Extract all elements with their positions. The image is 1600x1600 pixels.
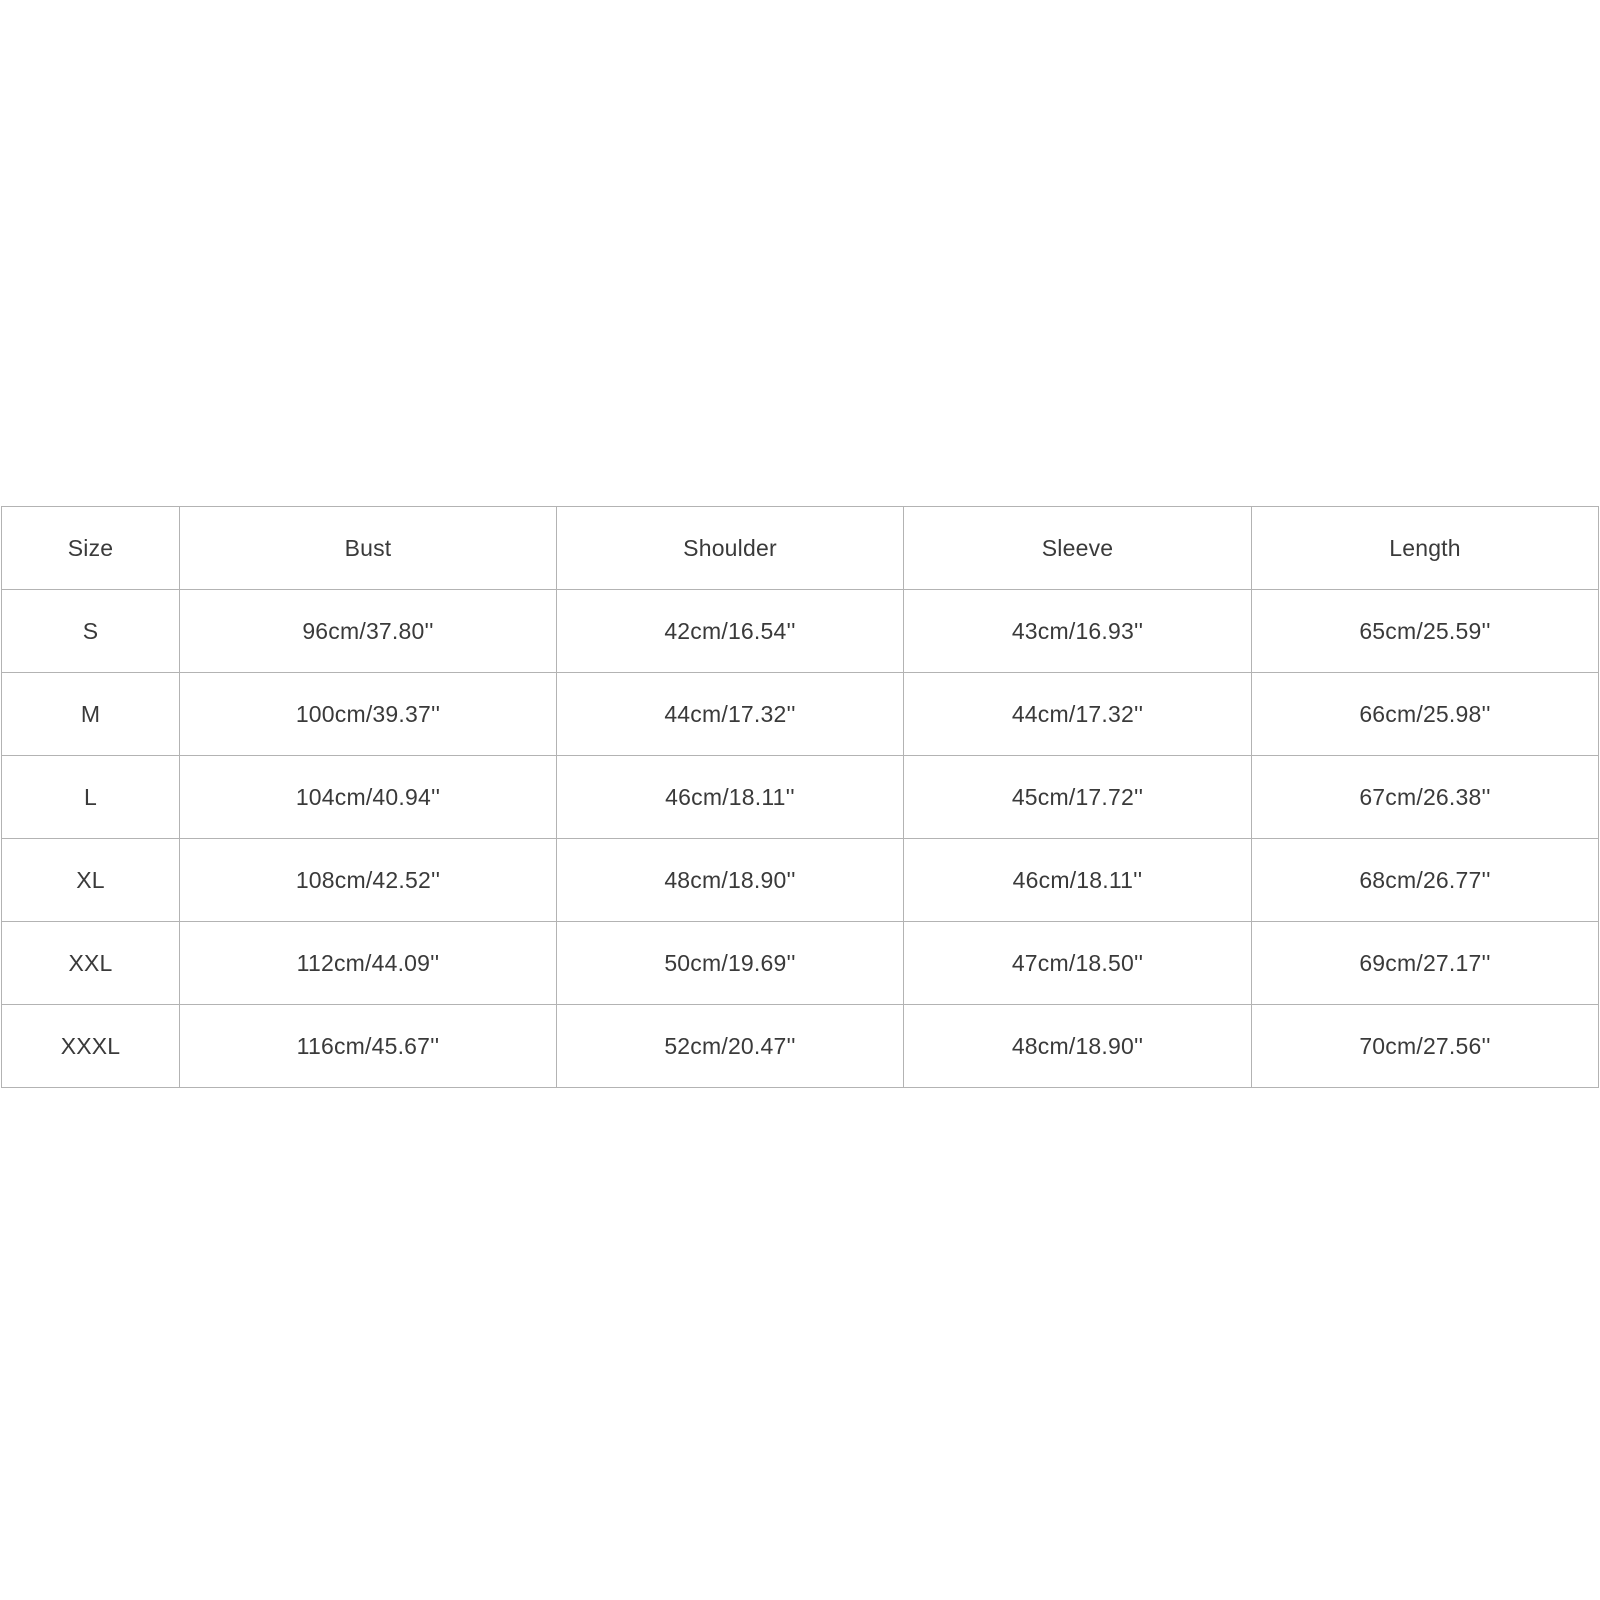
header-length: Length <box>1252 507 1599 590</box>
table-header <box>2 507 1599 590</box>
bust-cell: 108cm/42.52'' <box>180 839 557 922</box>
header-row <box>2 507 1599 590</box>
length-cell: 69cm/27.17'' <box>1252 922 1599 1005</box>
table-row <box>2 1005 1599 1088</box>
header-sleeve: Sleeve <box>904 507 1252 590</box>
bust-cell: 116cm/45.67'' <box>180 1005 557 1088</box>
length-cell: 66cm/25.98'' <box>1252 673 1599 756</box>
size-cell: XXXL <box>2 1005 180 1088</box>
shoulder-cell: 50cm/19.69'' <box>557 922 904 1005</box>
length-cell: 68cm/26.77'' <box>1252 839 1599 922</box>
sleeve-cell: 45cm/17.72'' <box>904 756 1252 839</box>
header-shoulder: Shoulder <box>557 507 904 590</box>
table-row <box>2 673 1599 756</box>
header-bust: Bust <box>180 507 557 590</box>
sleeve-cell: 44cm/17.32'' <box>904 673 1252 756</box>
size-cell: S <box>2 590 180 673</box>
sleeve-cell: 47cm/18.50'' <box>904 922 1252 1005</box>
shoulder-cell: 44cm/17.32'' <box>557 673 904 756</box>
length-cell: 67cm/26.38'' <box>1252 756 1599 839</box>
sleeve-cell: 46cm/18.11'' <box>904 839 1252 922</box>
table-body <box>2 590 1599 1088</box>
bust-cell: 100cm/39.37'' <box>180 673 557 756</box>
size-cell: L <box>2 756 180 839</box>
size-cell: XXL <box>2 922 180 1005</box>
sleeve-cell: 48cm/18.90'' <box>904 1005 1252 1088</box>
shoulder-cell: 52cm/20.47'' <box>557 1005 904 1088</box>
length-cell: 65cm/25.59'' <box>1252 590 1599 673</box>
size-cell: M <box>2 673 180 756</box>
sleeve-cell: 43cm/16.93'' <box>904 590 1252 673</box>
shoulder-cell: 48cm/18.90'' <box>557 839 904 922</box>
table-row <box>2 922 1599 1005</box>
shoulder-cell: 42cm/16.54'' <box>557 590 904 673</box>
bust-cell: 112cm/44.09'' <box>180 922 557 1005</box>
bust-cell: 96cm/37.80'' <box>180 590 557 673</box>
size-cell: XL <box>2 839 180 922</box>
table-row <box>2 839 1599 922</box>
length-cell: 70cm/27.56'' <box>1252 1005 1599 1088</box>
bust-cell: 104cm/40.94'' <box>180 756 557 839</box>
table-row <box>2 590 1599 673</box>
size-chart-table <box>1 506 1599 1088</box>
table-row <box>2 756 1599 839</box>
header-size: Size <box>2 507 180 590</box>
shoulder-cell: 46cm/18.11'' <box>557 756 904 839</box>
